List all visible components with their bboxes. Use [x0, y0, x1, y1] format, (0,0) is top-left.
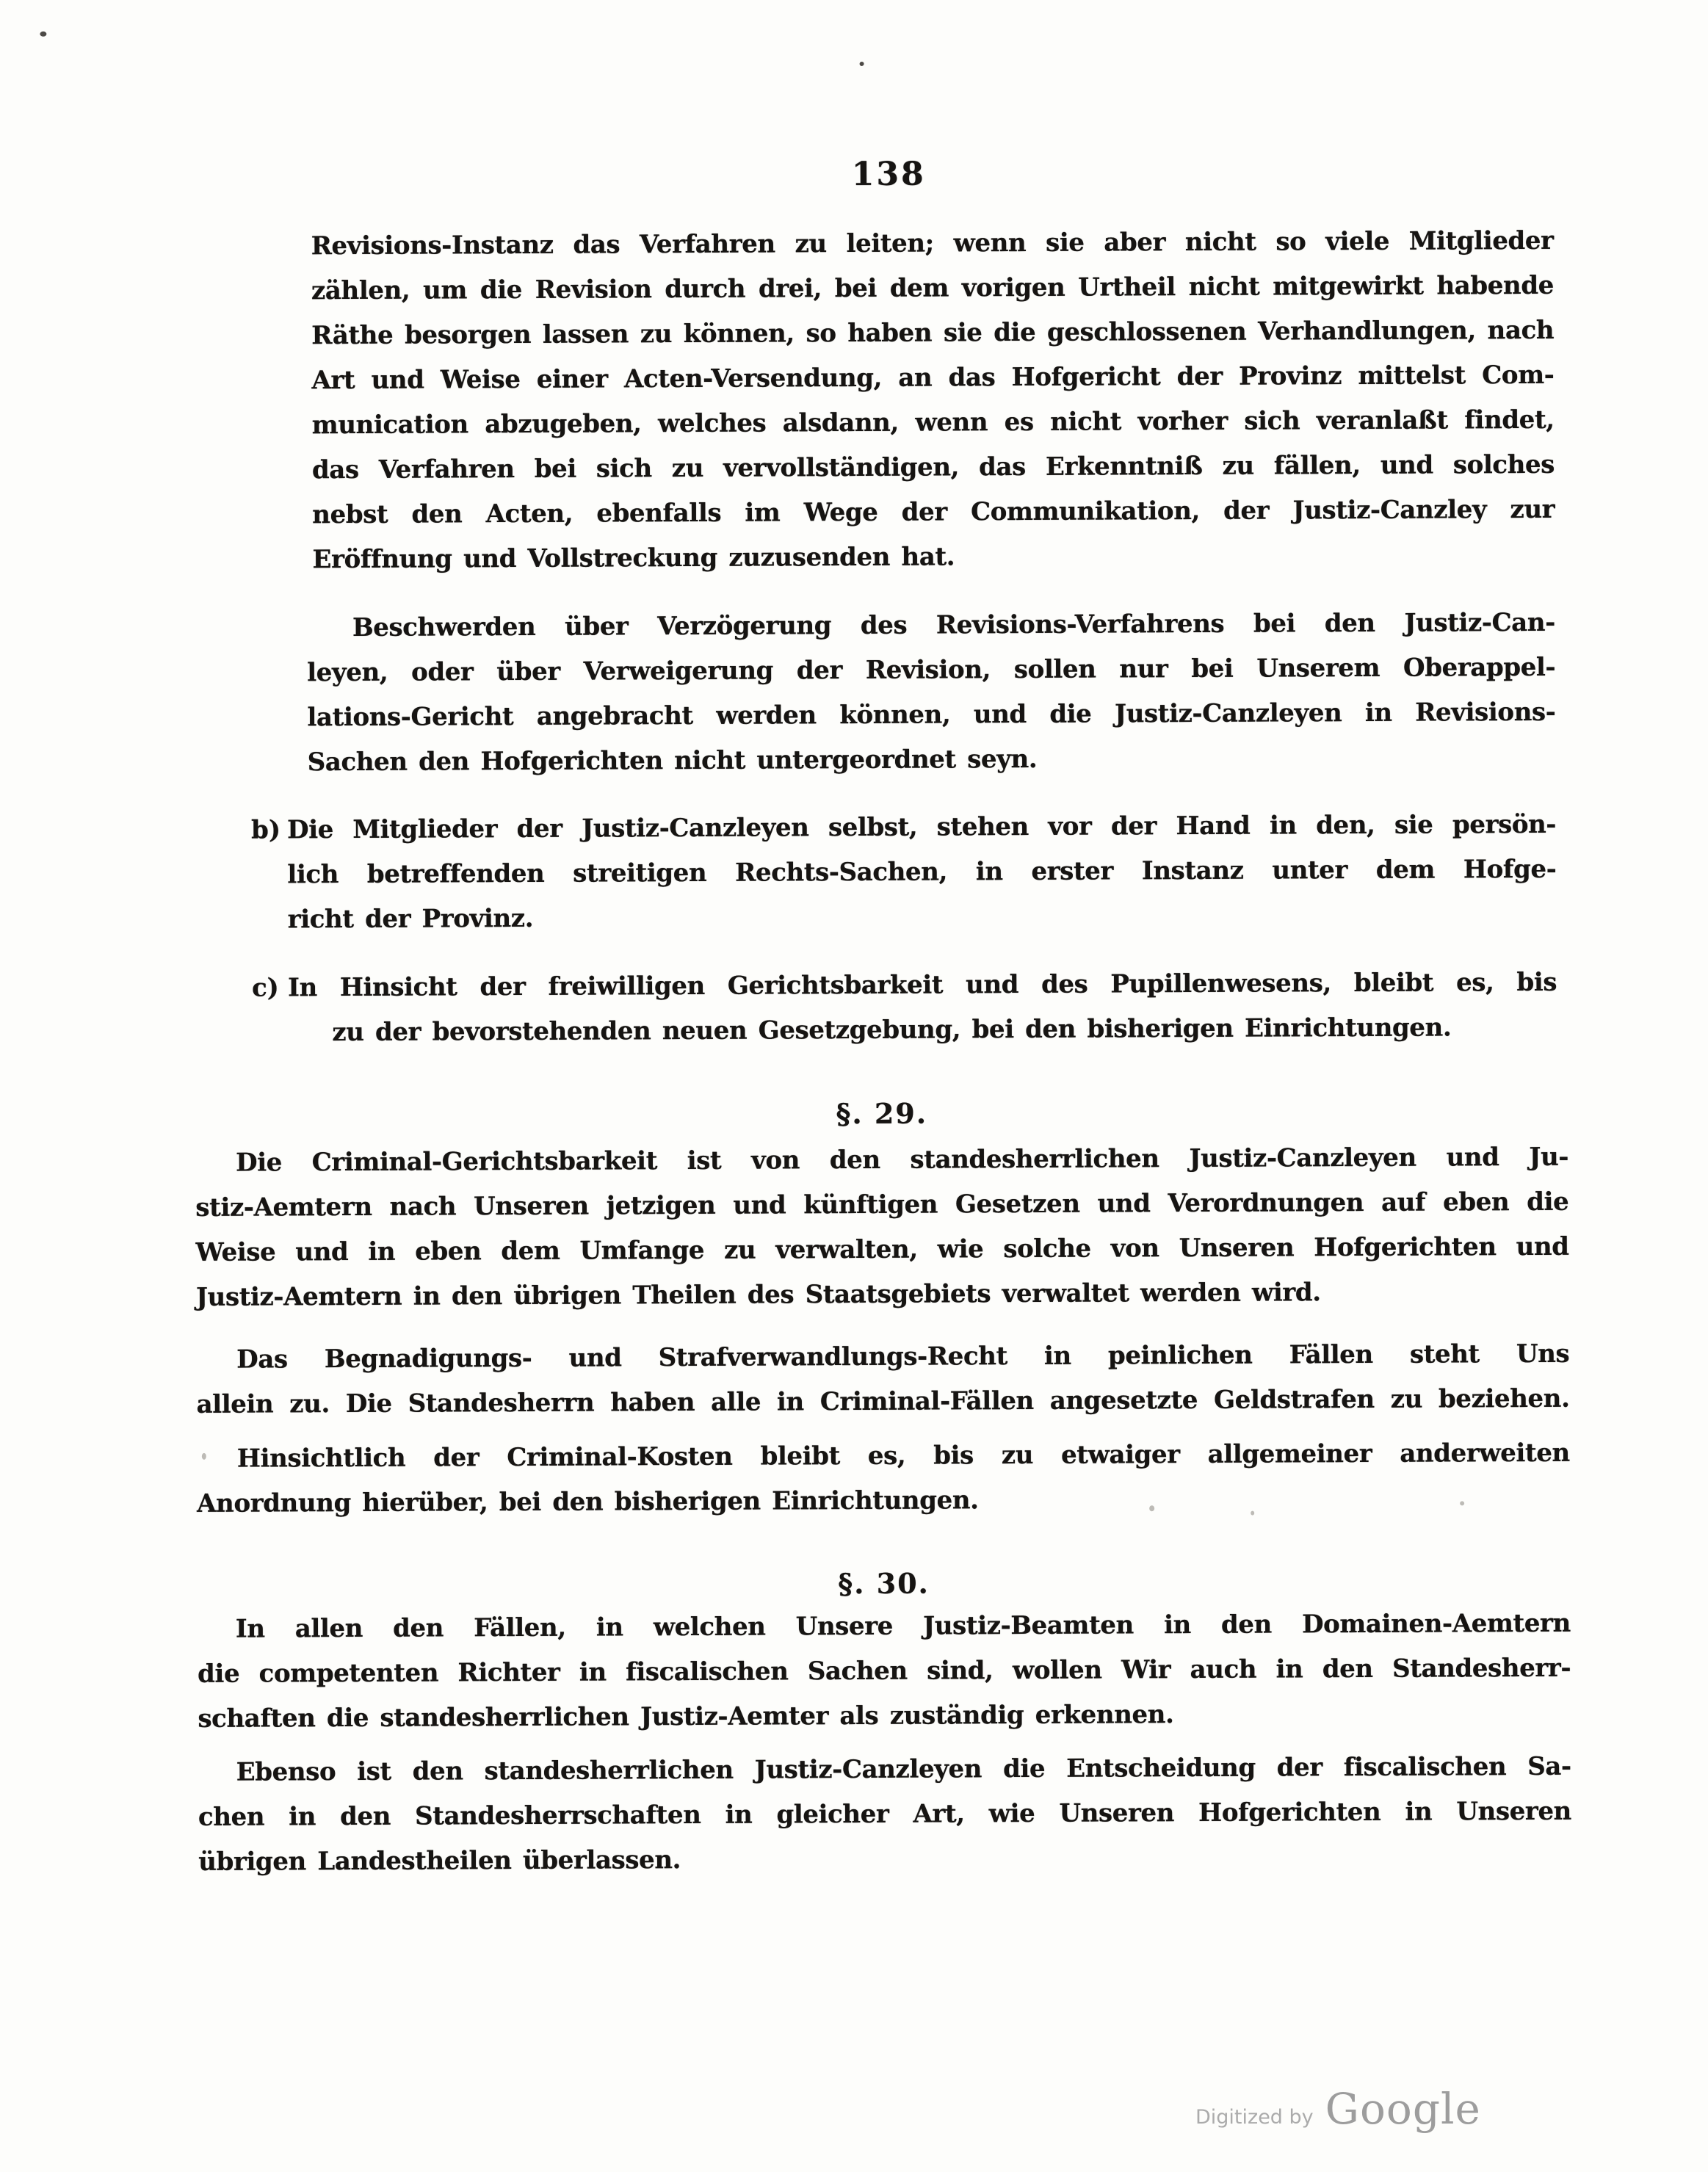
text-line: Art und Weise einer Acten-Versendung, an das Hofgericht der Provinz mittelst Com- [311, 360, 1555, 396]
paragraph-30-2 [198, 1745, 1572, 1885]
text-line: schaften die standesherrlichen Justiz-Aemter als zuständig erkennen. [198, 1700, 1174, 1734]
scan-speck [202, 1453, 206, 1460]
text-line: chen in den Standesherrschaften in gleicher Art, wie Unseren Hofgerichten in Unseren [198, 1796, 1572, 1832]
text-line: lich betreffenden streitigen Rechts-Sachen, in erster Instanz unter dem Hofge- [287, 854, 1557, 890]
text-line: die competenten Richter in fiscalischen Sachen sind, wollen Wir auch in den Standesherr- [198, 1653, 1571, 1689]
text-line: nebst den Acten, ebenfalls im Wege der Communikation, der Justiz-Canzley zur [312, 494, 1555, 530]
paragraph-item-c [288, 960, 1557, 1056]
scan-speck [1460, 1501, 1464, 1505]
text-line: munication abzugeben, welches alsdann, wenn es nicht vorher sich veranlaßt findet, [311, 405, 1555, 441]
text-line: lations-Gericht angebracht werden können, und die Justiz-Canzleyen in Revisions- [307, 697, 1556, 733]
scan-speck [1251, 1511, 1254, 1516]
text-line: leyen, oder über Verweigerung der Revision, sollen nur bei Unserem Oberappel- [307, 652, 1556, 688]
paragraph-29-1 [195, 1135, 1569, 1320]
text-line: das Verfahren bei sich zu vervollständigen, das Erkenntniß zu fällen, und solches [311, 449, 1555, 485]
text-line: übrigen Landestheilen überlassen. [198, 1845, 681, 1877]
text-line: Anordnung hierüber, bei den bisherigen Einrichtungen. [197, 1485, 979, 1518]
paragraph-item-a-continuation [311, 219, 1555, 582]
text-line: In allen den Fällen, in welchen Unsere Justiz-Beamten in den Domainen-Aemtern [235, 1608, 1571, 1644]
google-logo: Google [1325, 2084, 1481, 2134]
scan-speck [40, 32, 46, 37]
paragraph-29-2 [196, 1332, 1570, 1427]
text-line: Eröffnung und Vollstreckung zuzusenden hat. [312, 542, 955, 575]
text-line: stiz-Aemtern nach Unseren jetzigen und künftigen Gesetzen und Verordnungen auf eben die [195, 1187, 1569, 1223]
text-line: allein zu. Die Standesherrn haben alle in Criminal-Fällen angesetzte Geldstrafen zu beziehen. [196, 1383, 1570, 1419]
text-line: Räthe besorgen lassen zu können, so haben sie die geschlossenen Verhandlungen, nach [311, 315, 1555, 351]
paragraph-item-a-second [307, 601, 1556, 785]
paragraph-item-b [287, 803, 1557, 943]
text-line: Beschwerden über Verzögerung des Revisions-Verfahrens bei den Justiz-Can- [352, 607, 1555, 642]
text-line: richt der Provinz. [287, 903, 534, 935]
section-heading-29: §. 29. [836, 1096, 928, 1131]
text-line: Die Mitglieder der Justiz-Canzleyen selbst, stehen vor der Hand in den, sie persön- [287, 809, 1557, 845]
page-number: 138 [851, 155, 926, 194]
paragraph-30-1 [198, 1601, 1571, 1742]
paragraph-29-3 [197, 1431, 1571, 1527]
google-watermark [1195, 2084, 1481, 2134]
text-line: Sachen den Hofgerichten nicht untergeordnet seyn. [307, 744, 1038, 778]
text-line: zu der bevorstehenden neuen Gesetzgebung, bei den bisherigen Einrichtungen. [332, 1013, 1452, 1048]
section-heading-30: §. 30. [838, 1566, 930, 1601]
list-marker-c: c) [251, 973, 279, 1003]
text-line: Justiz-Aemtern in den übrigen Theilen des Staatsgebiets verwaltet werden wird. [195, 1278, 1321, 1312]
scan-speck [1149, 1505, 1154, 1511]
watermark-prefix-label: Digitized by [1195, 2106, 1314, 2129]
text-line: zählen, um die Revision durch drei, bei dem vorigen Urtheil nicht mitgewirkt habende [311, 270, 1554, 306]
scan-speck [860, 62, 864, 66]
text-line: Das Begnadigungs- und Strafverwandlungs-Recht in peinlichen Fällen steht Uns [236, 1339, 1570, 1375]
list-marker-b: b) [251, 815, 281, 845]
text-line: Hinsichtlich der Criminal-Kosten bleibt es, bis zu etwaiger allgemeiner anderweiten [236, 1438, 1570, 1474]
text-line: Ebenso ist den standesherrlichen Justiz-Canzleyen die Entscheidung der fiscalischen Sa- [236, 1751, 1571, 1787]
text-line: In Hinsicht der freiwilligen Gerichtsbarkeit und des Pupillenwesens, bleibt es, bis [287, 967, 1557, 1003]
text-line: Weise und in eben dem Umfange zu verwalten, wie solche von Unseren Hofgerichten und [195, 1231, 1569, 1267]
text-line: Die Criminal-Gerichtsbarkeit ist von den standesherrlichen Justiz-Canzleyen und Ju- [236, 1142, 1569, 1178]
text-line: Revisions-Instanz das Verfahren zu leiten; wenn sie aber nicht so viele Mitglieder [311, 225, 1554, 261]
